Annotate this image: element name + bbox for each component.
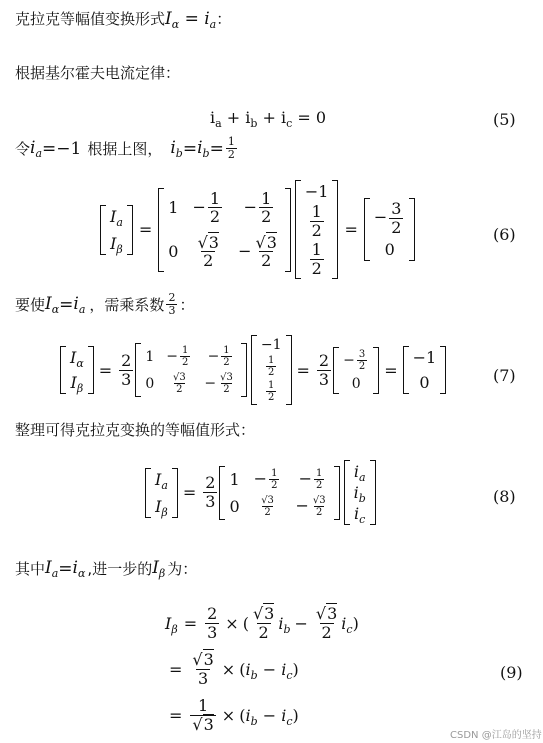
beta-line: 其中 $I_a$ = $i_\alpha$ ,进一步的 $I_\beta$ 为： [15, 558, 198, 580]
kcl-line: 根据基尔霍夫电流定律： [15, 64, 181, 82]
equation-number-9: (9) [500, 663, 523, 682]
equation-number-5: (5) [493, 110, 516, 129]
intro-line: 克拉克等幅值变换形式$I_\alpha = i_a$： [15, 9, 232, 31]
equation-number-8: (8) [493, 487, 516, 506]
watermark: CSDN @江岛的坚持 [450, 730, 542, 741]
intro-text: 克拉克等幅值变换形式 [15, 10, 166, 28]
equation-number-6: (6) [493, 225, 516, 244]
equation-5: $i_a + i_b + i_c = 0$ [210, 108, 327, 130]
equation-9: $I_\beta$ = $\frac{2}{3}$ × ( $\frac{√3}{2}$ $i_b$ − $\frac{√3}{2}$ $i_c$ ) = $\frac{√3}{3}$ × $(i_b - i_c)$ = $\frac{1}{√3}$ × $(i_b - i_c)$ [165, 603, 359, 734]
equation-number-7: (7) [493, 366, 516, 385]
equation-8: $I_a$ $I_\beta$ = $\frac{2}{3}$ 1 − $\frac{1}{2}$ − $\frac{1}{2}$ 0 $\frac{√3}{2}$ − $\frac{√3}{2}$ $i_a$ $i_b$ $i_c$ [145, 460, 376, 525]
equation-7: $I_\alpha$ $I_\beta$ = $\frac{2}{3}$ 1 − $\frac{1}{2}$ − $\frac{1}{2}$ 0 $\frac{√3}{2}$ − $\frac{√3}{2}$ −1 $\frac{1}{2}$ $\frac{1}{2}$ = $\frac{2}{3}$ − $\frac{3}{2}$ 0 = −1 0 [60, 335, 446, 405]
equation-6: $I_a$ $I_\beta$ = 1 − $\frac{1}{2}$ − $\frac{1}{2}$ 0 $\frac{√3}{2}$ − $\frac{√3}{2}$ −1 $\frac{1}{2}$ $\frac{1}{2}$ = − $\frac{3}{2}$ 0 [100, 180, 415, 279]
result-line: 整理可得克拉克变换的等幅值形式： [15, 421, 256, 439]
coefficient-line: 要使 $I_\alpha$ = $i_a$ ，需乘系数 $\frac{2}{3}$ ： [15, 291, 195, 318]
assumption-line: 令 $i_a$ = −1 根据上图， $i_b$ = $i_b$ = $\frac{1}{2}$ [15, 135, 235, 162]
